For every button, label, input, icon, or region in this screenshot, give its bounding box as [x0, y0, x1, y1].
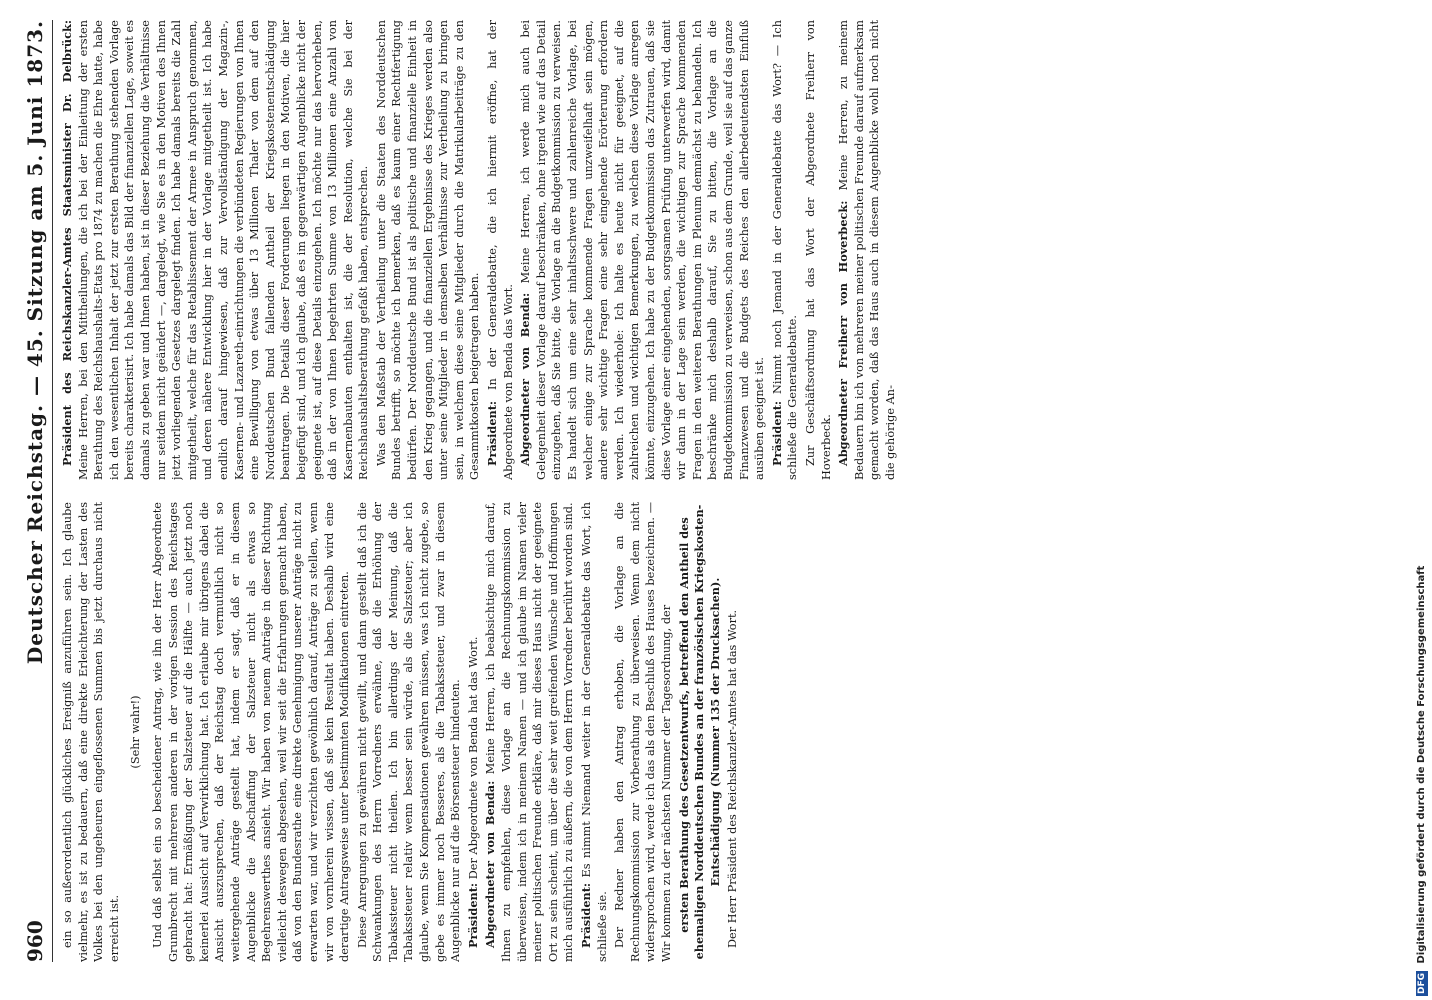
paragraph [836, 20, 898, 480]
paragraph: Der Redner haben den Antrag erhoben, die Vorlage an die Rechnungskommission zur Vorberathung zu überweisen. Wenn dem nicht widersprochen wird, werde ich das als den Beschluß des Hauses bezeichnen. — Wir kommen zu der nächsten Nummer der Tagesordnung, der [613, 502, 673, 962]
credit-text: Digitalisierung gefördert durch die Deutsche Forschungsgemeinschaft [1416, 565, 1427, 964]
paragraph [770, 20, 801, 480]
speech-text: Meine Herren, ich werde mich auch bei Gelegenheit dieser Vorlage darauf beschränken, ohne irgend wie auf das Detail einzugehen, daß Sie bitte, die Vorlage an die Budgetkommission zu verweisen. Es handelt sich um eine sehr inhaltsschwere und zahlenreiche Vorlage, bei welcher einige zur Sprache kommende Fragen unzweifelhaft sein mögen, andere sehr wichtige Fragen eine sehr eingehende Erörterung erfordern werden. Ich wiederhole: Ich halte es heute nicht für geeignet, auf die zahlreichen und wichtigen Bemerkungen, zu welchen diese Vorlage anregen könnte, einzugehen. Ich habe zu der Budgetkommission das Zutrauen, daß sie diese Vorlage einer eingehenden, sorgsamen Prüfung unterwerfen wird, damit wir dann in der Lage sein werden, die wichtigen zur Sprache kommenden Fragen in den weiteren Berathungen im Plenum demnächst zu behandeln. Ich beschränke mich deshalb darauf, Sie zu bitten, die Vorlage an die Budgetkommission zu verweisen, schon aus dem Grunde, weil sie auf das ganze Finanzwesen und die Budgets des Reiches den allerbedeutendsten Einfluß ausüben geeignet ist. [519, 20, 767, 480]
speech-text: Es nimmt Niemand weiter in der Generaldebatte das Wort, ich schließe sie. [580, 502, 609, 962]
speaker-label: Präsident: [465, 882, 480, 948]
paragraph [60, 20, 372, 480]
speaker-label: Abgeordneter von Benda: [483, 780, 498, 948]
speaker-label: Präsident: [485, 400, 500, 466]
speaker-label: Präsident: [769, 400, 784, 466]
dfg-logo: DFG [1417, 972, 1427, 994]
speech-text: Meine Herren, zu meinem Bedauern bin ich von mehreren meiner politischen Freunde darauf aufmerksam gemacht worden, daß das Haus auch in diesem Augenblicke wohl noch nicht die gehörige An- [837, 20, 897, 480]
paragraph [579, 502, 610, 962]
page-header [18, 20, 53, 962]
paragraph: Was den Maßstab der Vertheilung unter die Staaten des Norddeutschen Bundes betrifft, so möchte ich bemerken, daß es kaum einer Rechtfertigung bedürfen. Der Norddeutsche Bund ist als politische und finanzielle Einheit in den Krieg gegangen, und die finanziellen Ergebnisse des Krieges werden also unter seine Mitglieder in demselben Verhältnisse zur Vertheilung zu bringen sein, in welchem diese seine Mitglieder durch die Matrikularbeiträge zu den Gesammtkosten beigetragen haben. [374, 20, 482, 480]
speech-text: In der Generaldebatte, die ich hiermit eröffne, hat der Abgeordnete von Benda das Wort. [486, 20, 515, 480]
agenda-heading: ersten Berathung des Gesetzentwurfs, betreffend den Antheil des ehemaligen Norddeutschen Bundes an der französischen Kriegskosten-Entschädigung (Nummer 135 der Drucksachen). [676, 504, 722, 960]
paragraph [518, 20, 768, 480]
speech-text: Meine Herren, ich beabsichtige mich darauf, Ihnen zu empfehlen, diese Vorlage an die Rechnungskommission zu überweisen, indem ich in meinem Namen — und ich glaube im Namen vieler meiner politischen Freunde erkläre, daß mir dieses Haus nicht der geeignete Ort zu sein scheint, um über die sehr weit greifenden Wünsche und Hoffnungen mich ausführlich zu äußern, die von dem Herrn Vorredner berührt worden sind. [484, 502, 576, 962]
column-left [60, 502, 1370, 962]
text-columns [60, 20, 1370, 962]
paragraph: ein so außerordentlich glückliches Ereigniß anzuführen sein. Ich glaube vielmehr, es ist zu bedauern, daß eine direkte Erleichterung der Lasten des Volkes bei den ungeheuren eingeflossenen Summen bis jetzt durchaus nicht erreicht ist. [61, 502, 121, 962]
paragraph [483, 502, 577, 962]
paragraph [485, 20, 516, 480]
speaker-label: Präsident: [579, 882, 593, 948]
paragraph: Der Herr Präsident des Reichskanzler-Amtes hat das Wort. [726, 609, 740, 948]
speaker-label: Präsident des Reichskanzler-Amtes Staatsminister Dr. Delbrück: [60, 20, 74, 466]
paragraph: Und daß selbst ein so bescheidener Antrag, wie ihn der Herr Abgeordnete Grumbrecht mit mehreren anderen in der vorigen Session des Reichstages gebracht hat: Ermäßigung der Salzsteuer auf die Hälfte — auch jetzt noch keinerlei Aussicht auf Verwirklichung hat. Ich erlaube mir übrigens dabei die Ansicht auszusprechen, daß der Reichstag doch vermuthlich nicht so weitergehende Anträge gestellt hat, indem er sagt, daß er in diesem Augenblicke die Abschaffung der Salzsteuer nicht als etwas so Begehrenswerthes ansieht. Wir haben von neuem Anträge in dieser Richtung vielleicht deswegen abgesehen, weil wir seit die Erfahrungen gemacht haben, daß von den Bundesrathe eine direkte Genehmigung unserer Anträge nicht zu erwarten war, und wir verzichten gewöhnlich darauf, Anträge zu stellen, wenn wir von vornherein wissen, daß sie kein Resultat haben. Deshalb wird eine derartige Antragsweise unter bestimmten Modifikationen eintreten. [150, 502, 352, 962]
paragraph: Zur Geschäftsordnung hat das Wort der Abgeordnete Freiherr von Hoverbeck. [803, 20, 833, 480]
page-title: Deutscher Reichstag. — 45. Sitzung am 5. Juni 1873. [23, 20, 47, 665]
page-number: 960 [23, 920, 47, 962]
column-right [60, 20, 1370, 480]
digitization-credit [1416, 6, 1428, 996]
paragraph [466, 502, 482, 962]
speaker-label: Abgeordneter Freiherr von Hoverbeck: [836, 200, 851, 466]
speaker-label: Abgeordneter von Benda: [518, 292, 533, 466]
interjection: (Sehr wahr!) [129, 695, 143, 769]
speech-text: Meine Herren, bei den Mittheilungen, die ich bei der Einleitung der ersten Berathung des Reichshaushalts-Etats pro 1874 zu machen die Ehre hatte, habe ich den wesentlichen Inhalt der jetzt zur ersten Berathung stehenden Vorlage bereits charakterisirt. Ich habe damals das Bild der finanziellen Lage, soweit es damals zu geben war und Ihnen haben, ist in dieser Beziehung die Verhältnisse nur seitdem nicht geändert —, dargelegt, wie Sie es in den Motiven des Ihnen jetzt vorliegenden Gesetzes dargelegt finden. Ich habe damals bereits die Zahl mitgetheilt, welche für das Retablissement der Armee in Anspruch genommen, und deren nähere Entwicklung hier in der Vorlage mitgetheilt ist. Ich habe endlich darauf hingewiesen, daß zur Vervollständigung der Magazin-, Kasernen- und Lazareth-einrichtungen die verbündeten Regierungen von Ihnen eine Bewilligung von etwas über 13 Millionen Thaler von dem auf den Norddeutschen Bund fallenden Antheil der Kriegskostenentschädigung beantragen. Die Details dieser Forderungen liegen in den Motiven, die hier beigefügt sind, und ich glaube, daß es im gegenwärtigen Augenblicke nicht der geeignete ist, auf diese Details einzugehen. Ich möchte nur das hervorheben, daß in der von Ihnen begehrten Summe von 13 Millionen eine Anzahl von Kasernenbauten enthalten ist, die der Resolution, welche Sie bei der Reichshaushaltsberathung gefaßt haben, entsprechen. [76, 20, 371, 480]
speech-text: Nimmt noch Jemand in der Generaldebatte das Wort? — Ich schließe die Generaldebatte. [770, 20, 800, 480]
paragraph: Diese Anregungen zu gewähren nicht gewillt, und dann gestellt daß ich die Schwankungen des Herrn Vorredners erwähne, daß die Erhöhung der Tabakssteuer nicht theilen. Ich bin allerdings der Meinung, daß die Tabakssteuer relativ wenn besser sein würde, als die Salzsteuer; aber ich glaube, wenn Sie Kompensationen gewähren müssen, was ich nicht zugebe, so gebe es immer noch Besseres, als die Tabakssteuer, und zwar in diesem Augenblicke nur auf die Börsensteuer hindeuten. [355, 502, 463, 962]
speech-text: Der Abgeordnete von Benda hat das Wort. [466, 636, 480, 880]
